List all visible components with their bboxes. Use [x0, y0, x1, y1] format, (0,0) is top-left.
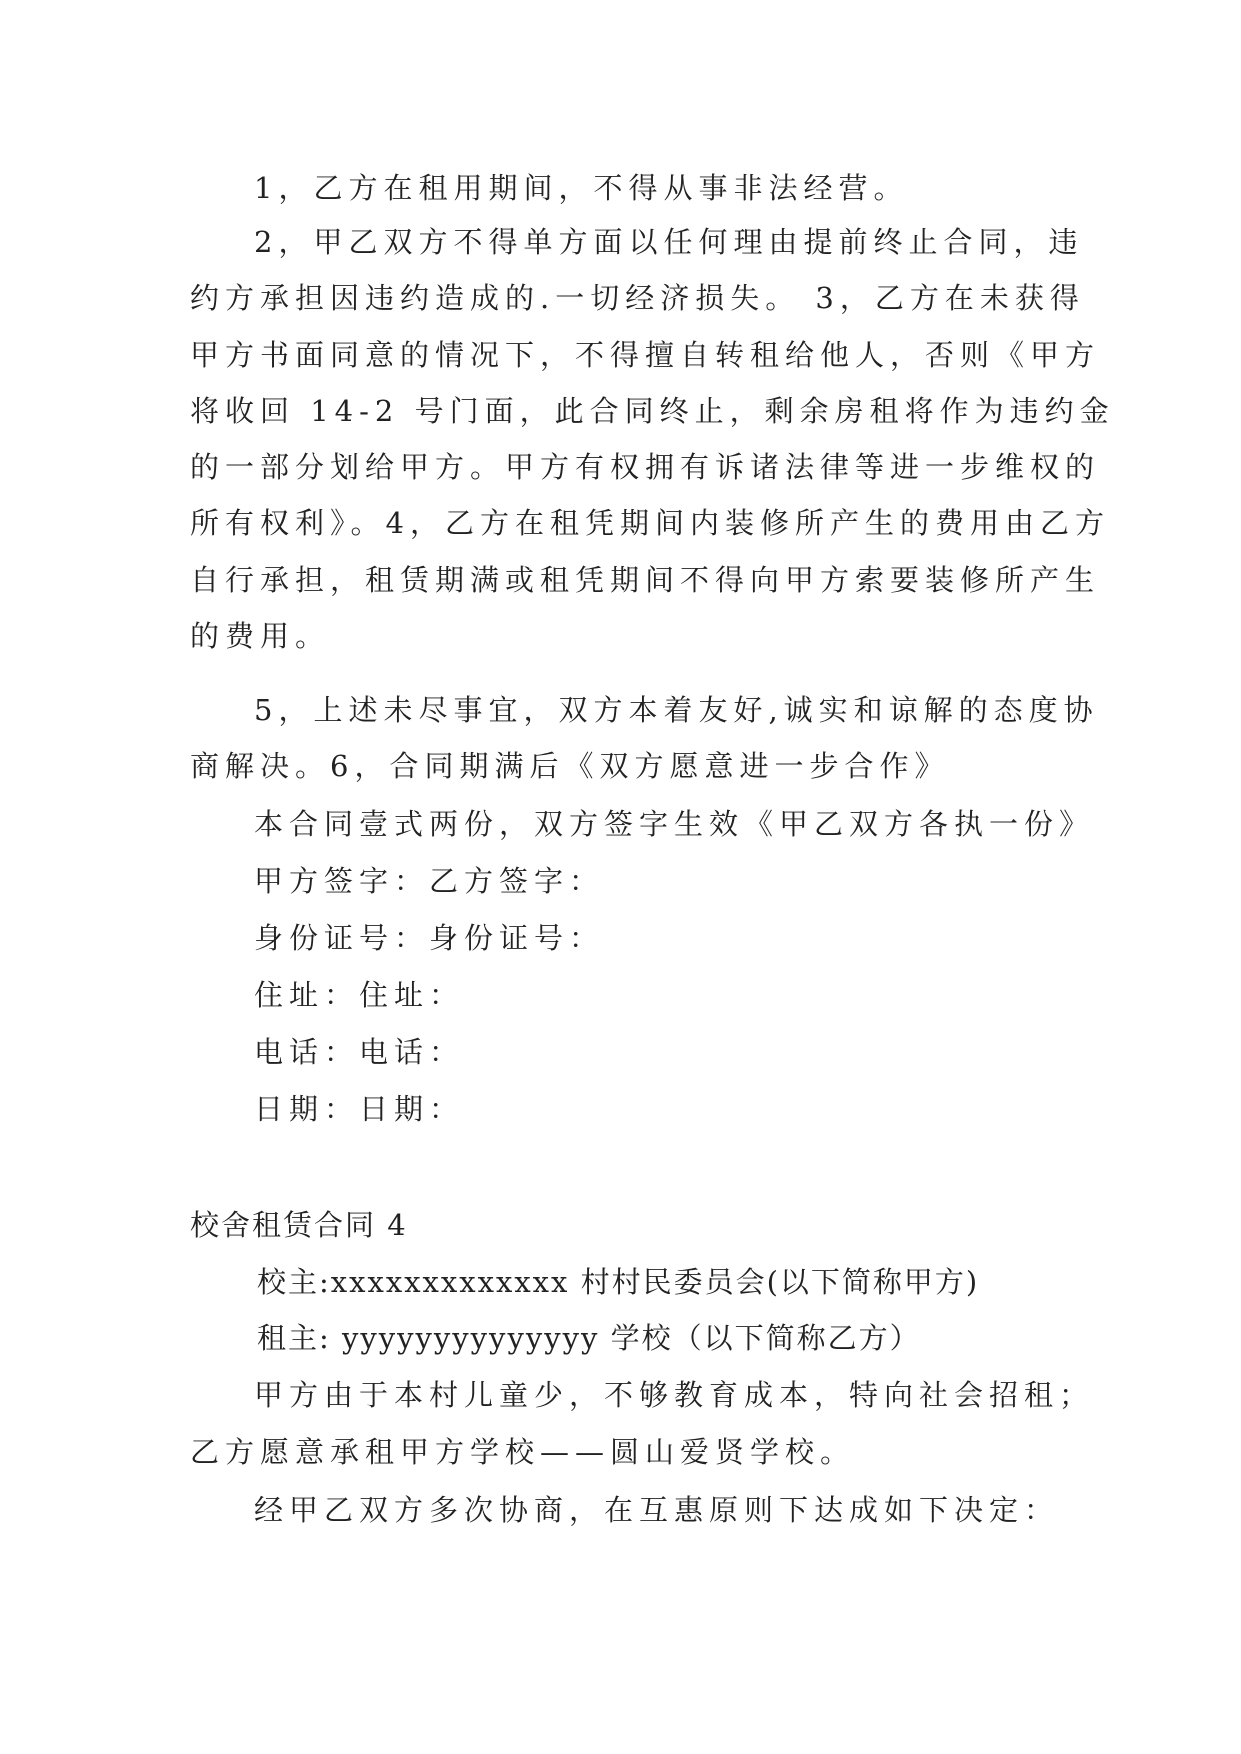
clause-4-line-1: 所有权利》。4，乙方在租凭期间内装修所产生的费用由乙方	[190, 506, 1110, 540]
phone-row: 电话：电话：	[254, 1035, 465, 1069]
clause-3-line-2: 将收回 14-2 号门面，此合同终止，剩余房租将作为违约金	[190, 394, 1115, 428]
reason-line-2: 乙方愿意承租甲方学校——圆山爱贤学校。	[190, 1435, 856, 1469]
clause-3-line-1: 甲方书面同意的情况下，不得擅自转租给他人，否则《甲方	[190, 338, 1101, 372]
clause-1: 1，乙方在租用期间，不得从事非法经营。	[254, 171, 909, 205]
id-number-row: 身份证号：身份证号：	[254, 921, 605, 955]
reason-line-1: 甲方由于本村儿童少，不够教育成本，特向社会招租；	[254, 1378, 1095, 1412]
clause-5-line-1: 5，上述未尽事宜，双方本着友好,诚实和谅解的态度协	[254, 693, 1099, 727]
clause-5-line-2: 商解决。6，合同期满后《双方愿意进一步合作》	[190, 749, 950, 783]
clause-3-line-3: 的一部分划给甲方。甲方有权拥有诉诸法律等进一步维权的	[190, 450, 1101, 484]
section-title: 校舍租赁合同 4	[190, 1208, 408, 1242]
agreement-line: 经甲乙双方多次协商，在互惠原则下达成如下决定：	[254, 1493, 1060, 1527]
tenant-line: 租主: yyyyyyyyyyyyyy 学校（以下简称乙方）	[257, 1321, 921, 1355]
date-row: 日期：日期：	[254, 1092, 465, 1126]
clause-4-line-2: 自行承担，租赁期满或租凭期间不得向甲方索要装修所产生	[190, 563, 1101, 597]
landlord-line: 校主:xxxxxxxxxxxxx 村村民委员会(以下简称甲方)	[257, 1265, 980, 1299]
clause-4-line-3: 的费用。	[190, 619, 331, 653]
copies-statement: 本合同壹式两份，双方签字生效《甲乙双方各执一份》	[254, 807, 1095, 841]
clause-2-line-1: 2，甲乙双方不得单方面以任何理由提前终止合同，违	[254, 225, 1084, 259]
signature-row: 甲方签字：乙方签字：	[254, 864, 605, 898]
address-row: 住址：住址：	[254, 978, 465, 1012]
clause-2-line-2: 约方承担因违约造成的.一切经济损失。 3，乙方在未获得	[190, 281, 1085, 315]
